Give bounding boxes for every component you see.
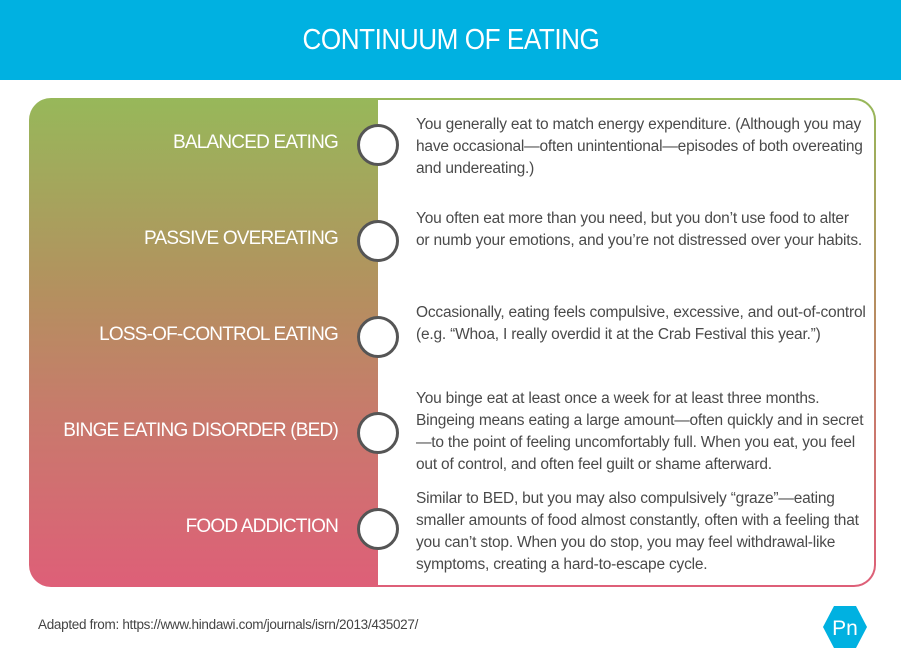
circle-marker-icon <box>357 124 399 166</box>
page-title: CONTINUUM OF EATING <box>302 23 599 56</box>
circle-marker-icon <box>357 508 399 550</box>
precision-nutrition-logo-icon <box>822 605 868 649</box>
stage-description: Similar to BED, but you may also compulsively “graze”—eating smaller amounts of food almost constantly, often with a feeling that you can’t stop. When you do stop, you may feel withdrawal-like symptoms, creating a hard-to-escape cycle. <box>416 490 859 573</box>
logo-text: Pn <box>832 617 858 640</box>
stage-label: PASSIVE OVEREATING <box>144 228 338 249</box>
stage-label: BALANCED EATING <box>172 132 338 153</box>
header-banner <box>0 0 901 80</box>
stage-description: Occasionally, eating feels compulsive, excessive, and out-of-control (e.g. “Whoa, I really overdid it at the Crab Festival this year.”) <box>416 304 866 343</box>
stage-label: LOSS-OF-CONTROL EATING <box>99 324 338 345</box>
stage-label: BINGE EATING DISORDER (BED) <box>63 420 338 441</box>
stage-description: You often eat more than you need, but you don’t use food to alter or numb your emotions, and you’re not distressed over your habits. <box>416 210 863 249</box>
circle-marker-icon <box>357 412 399 454</box>
source-citation: Adapted from: https://www.hindawi.com/journals/isrn/2013/435027/ <box>38 617 419 632</box>
circle-marker-icon <box>357 220 399 262</box>
continuum-card <box>29 98 876 587</box>
stage-description: You generally eat to match energy expenditure. (Although you may have occasional—often unintentional—episodes of both overeating and undereating.) <box>416 116 863 177</box>
circle-marker-icon <box>357 316 399 358</box>
stage-description: You binge eat at least once a week for at least three months. Bingeing means eating a large amount—often quickly and in secret—to the point of feeling uncomfortably full. When you eat, you feel out of control, and often feel guilt or shame afterward. <box>416 390 864 473</box>
stage-label: FOOD ADDICTION <box>185 516 338 537</box>
